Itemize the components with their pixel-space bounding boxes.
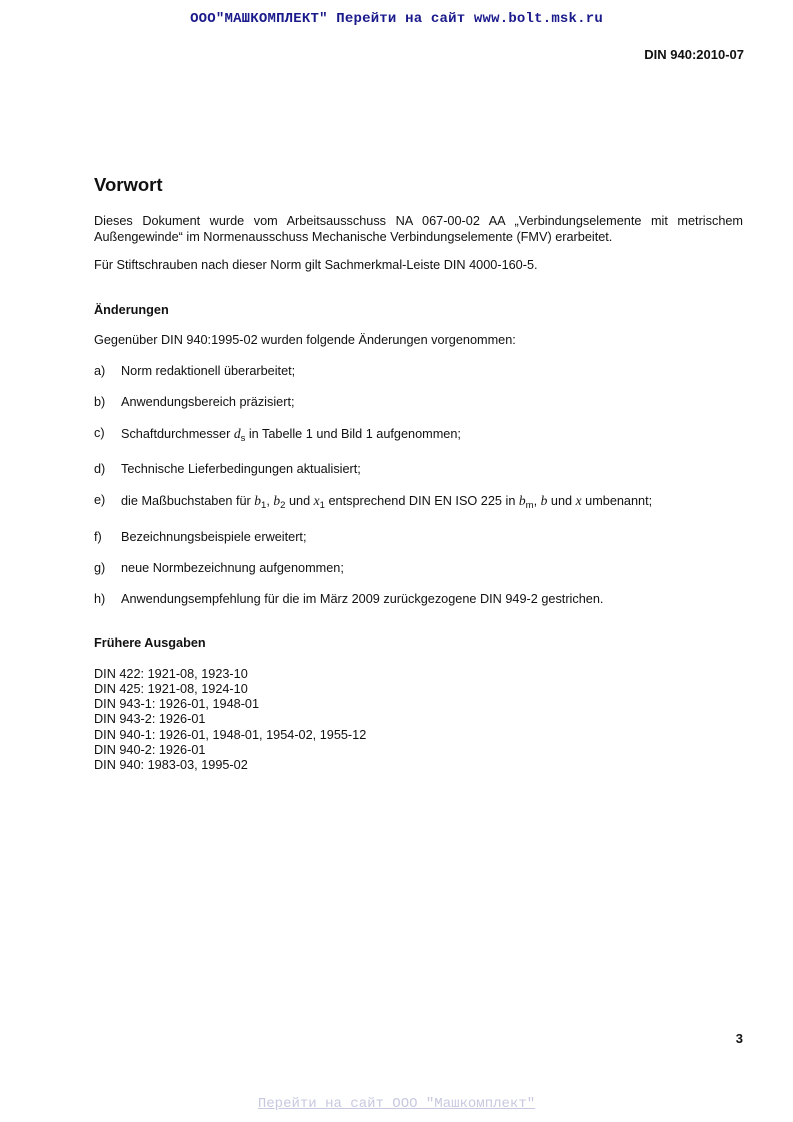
list-item-text: Norm redaktionell überarbeitet; [121,364,296,379]
top-site-link[interactable]: ООО"МАШКОМПЛЕКТ" Перейти на сайт www.bolt.msk.ru [190,11,603,27]
list-item-text: Bezeichnungsbeispiele erweitert; [121,529,307,544]
changes-heading: Änderungen [94,302,169,317]
list-item [94,561,743,577]
math-symbol: b [518,493,526,509]
math-subscript: 2 [280,500,286,512]
math-symbol: b [254,493,262,509]
math-symbol: x [313,493,320,509]
list-item [94,395,743,411]
edition-line: DIN 425: 1921-08, 1924-10 [94,681,248,696]
list-item [94,592,743,608]
changes-list [94,364,743,607]
list-item [94,426,743,447]
list-marker: f) [94,529,102,544]
document-id: DIN 940:2010-07 [644,47,744,62]
previous-editions-list [94,667,743,773]
math-symbol: b [273,493,281,509]
text-segment: entsprechend DIN EN ISO 225 in [324,494,519,509]
foreword-paragraph-1: Dieses Dokument wurde vom Arbeitsausschuss NA 067-00-02 AA „Verbindungselemente mit metrischem Außengewinde“ im Normenausschuss Mechanische Verbindungselemente (FMV) erarbeitet. [94,214,743,244]
edition-line: DIN 940-1: 1926-01, 1948-01, 1954-02, 1955-12 [94,727,367,742]
math-subscript: m [525,500,534,512]
math-symbol: x [575,493,582,509]
text-segment: , [266,494,274,509]
list-marker: c) [94,426,105,441]
list-marker: g) [94,560,106,575]
edition-line: DIN 943-2: 1926-01 [94,712,206,727]
list-item-text [121,426,461,447]
text-segment: , [533,494,541,509]
list-marker: a) [94,364,106,379]
math-subscript: 1 [319,500,325,512]
text-segment: umbenannt; [581,494,653,509]
list-item [94,530,743,546]
math-symbol: d [233,426,241,442]
foreword-paragraph-2: Für Stiftschrauben nach dieser Norm gilt Sachmerkmal-Leiste DIN 4000-160-5. [94,258,538,272]
edition-line: DIN 422: 1921-08, 1923-10 [94,666,248,681]
list-item-text: neue Normbezeichnung aufgenommen; [121,560,344,575]
text-segment: und [285,494,314,509]
list-marker: e) [94,493,106,508]
text-segment: die Maßbuchstaben für [121,494,255,509]
text-segment: in Tabelle 1 und Bild 1 aufgenommen; [245,427,461,442]
text-segment: und [547,494,576,509]
page-number: 3 [735,1031,743,1046]
math-symbol: b [540,493,548,509]
list-item-text: Anwendungsempfehlung für die im März 2009 zurückgezogene DIN 949-2 gestrichen. [121,591,604,606]
list-item [94,493,743,514]
math-subscript: s [240,433,246,445]
text-segment: Schaftdurchmesser [121,427,234,442]
foreword-title: Vorwort [94,174,163,195]
math-subscript: 1 [261,500,267,512]
list-item-text: Technische Lieferbedingungen aktualisiert; [121,462,361,477]
list-item [94,364,743,380]
list-marker: b) [94,395,106,410]
previous-editions-heading: Frühere Ausgaben [94,636,206,651]
edition-line: DIN 940: 1983-03, 1995-02 [94,757,248,772]
list-item [94,462,743,478]
list-item-text [121,493,652,514]
page-content [94,174,743,773]
edition-line: DIN 943-1: 1926-01, 1948-01 [94,697,260,712]
list-marker: h) [94,591,106,606]
list-item-text: Anwendungsbereich präzisiert; [121,395,295,410]
list-marker: d) [94,462,106,477]
edition-line: DIN 940-2: 1926-01 [94,742,206,757]
bottom-site-link[interactable]: Перейти на сайт ООО "Машкомплект" [257,1096,536,1112]
changes-intro: Gegenüber DIN 940:1995-02 wurden folgende Änderungen vorgenommen: [94,333,516,347]
